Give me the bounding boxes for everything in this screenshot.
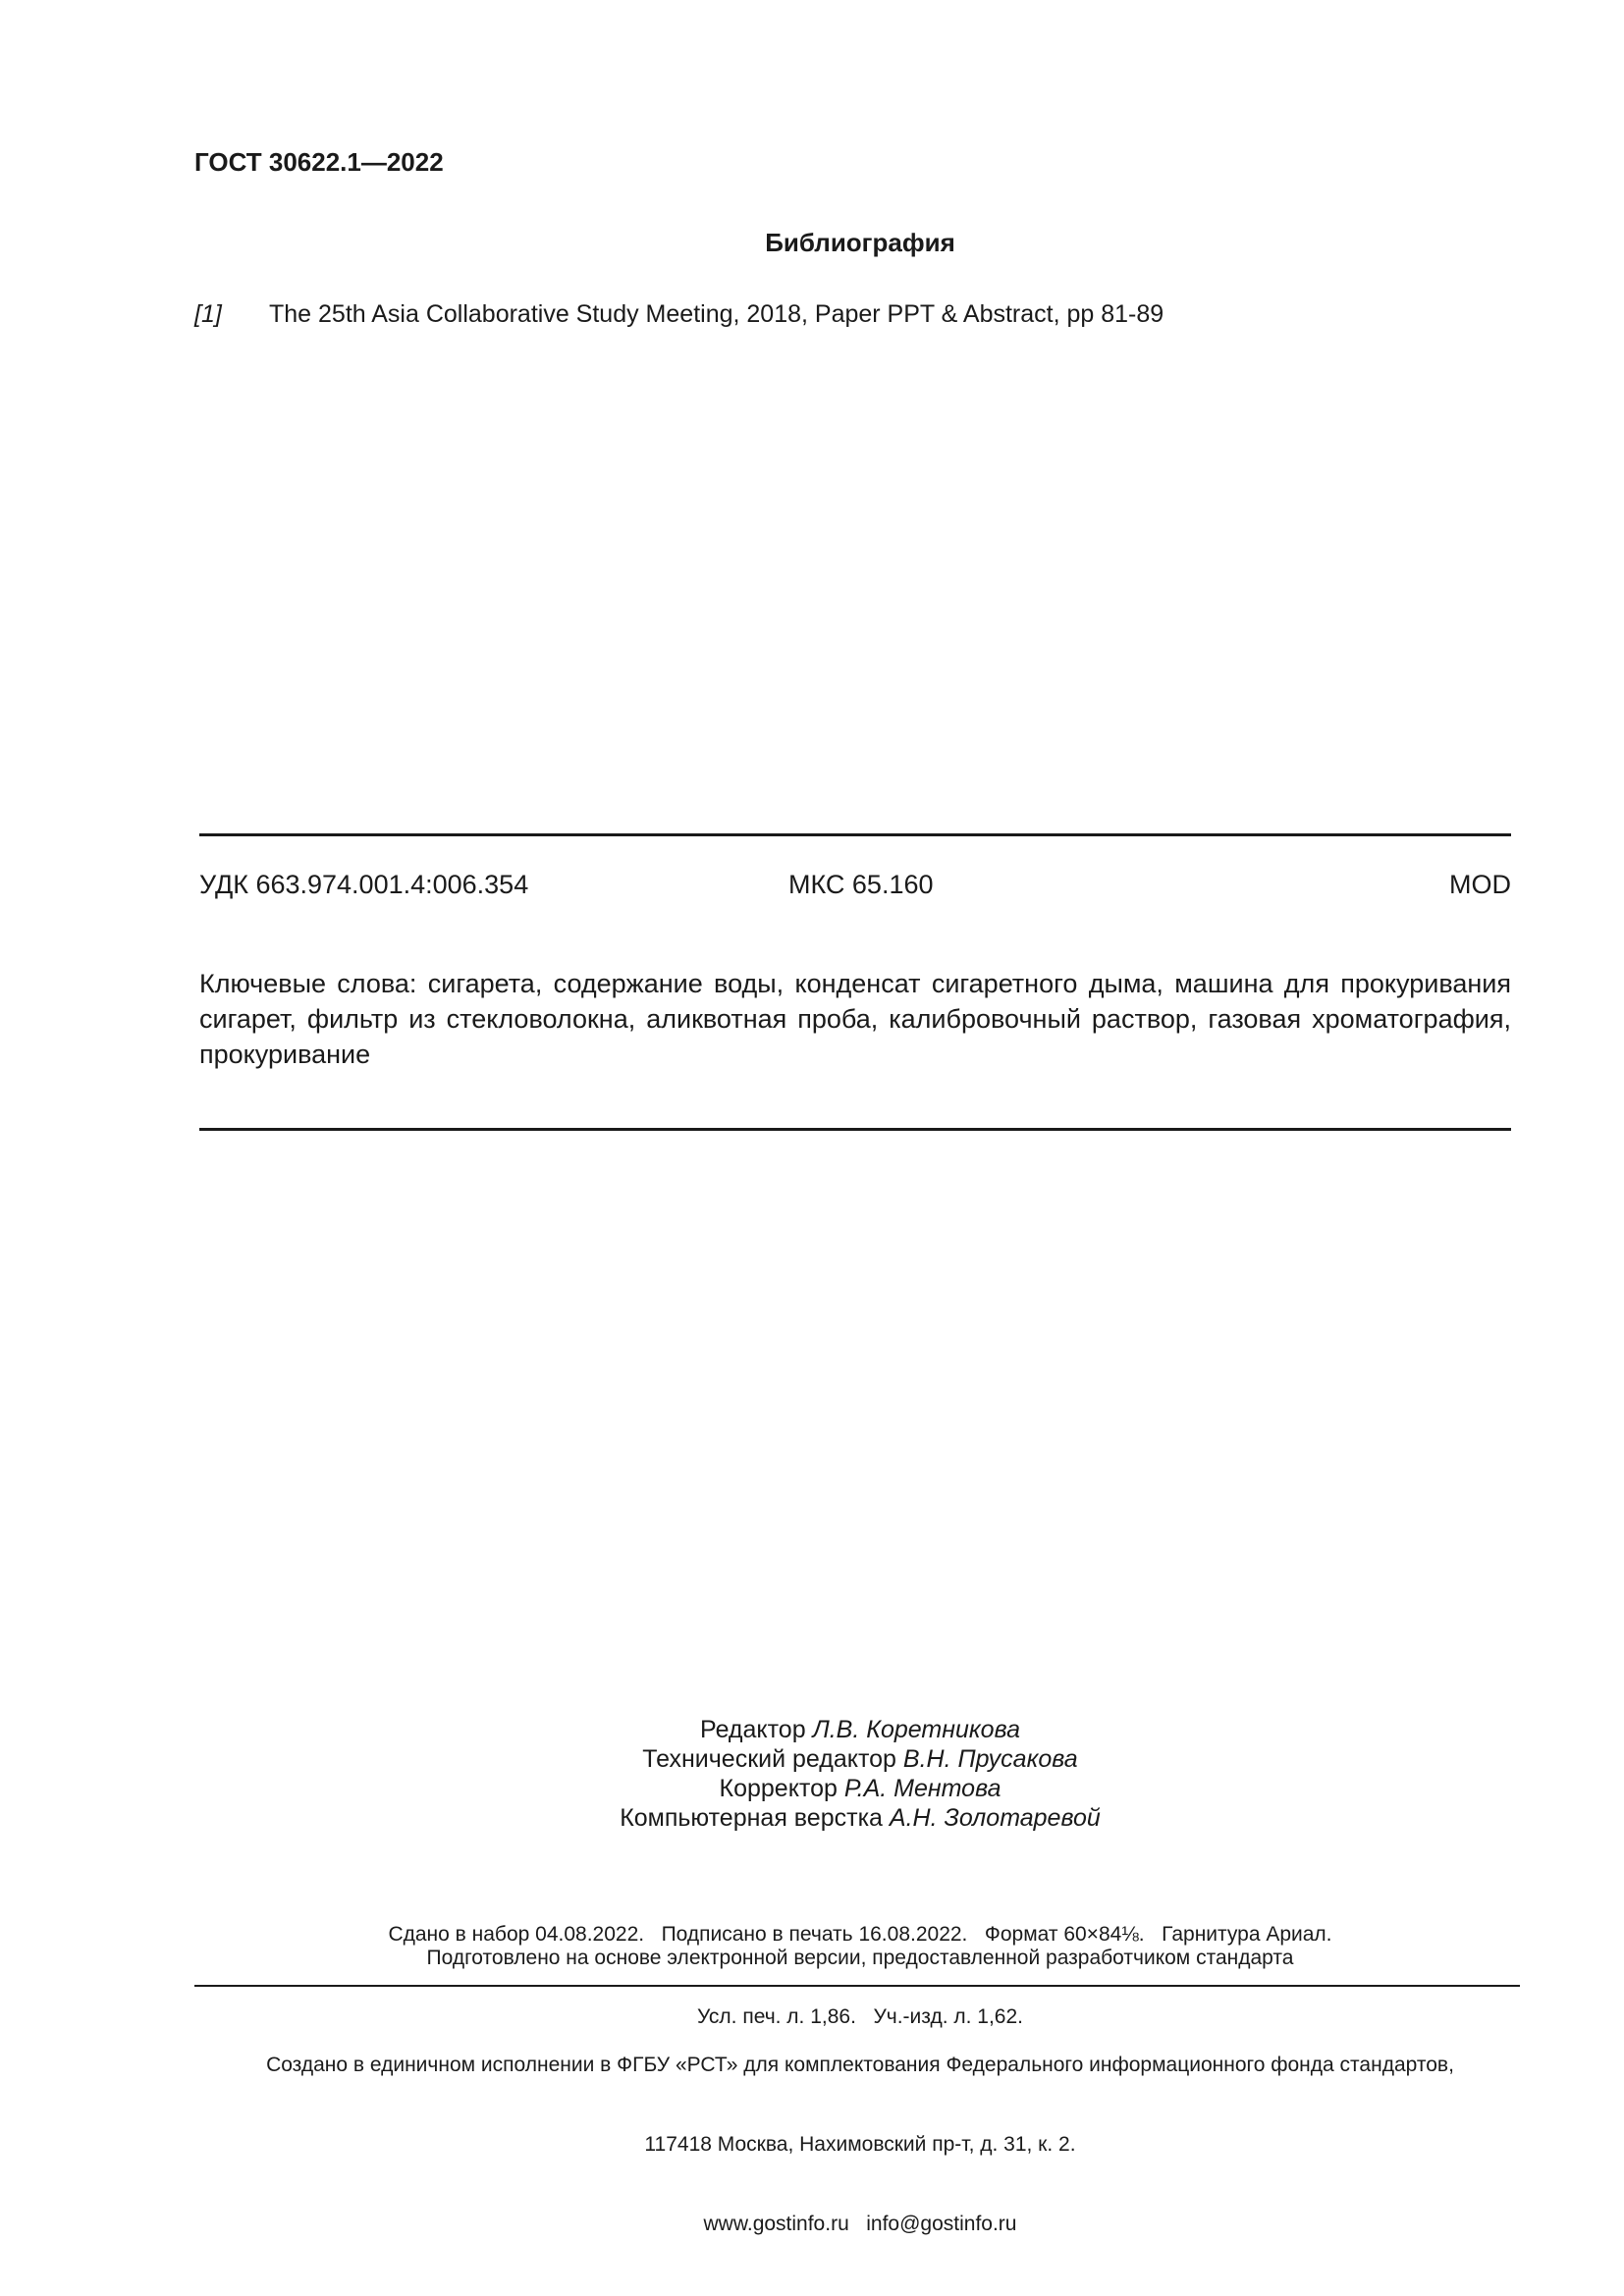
credit-editor [0, 1715, 1624, 1744]
footer-line-3: www.gostinfo.ru info@gostinfo.ru [703, 2213, 1017, 2235]
credit-editor-label: Редактор [700, 1716, 806, 1743]
credit-layout-name: А.Н. Золотаревой [889, 1804, 1101, 1832]
mks-code: МКС 65.160 [788, 870, 934, 899]
divider-top [199, 833, 1511, 836]
document-code: ГОСТ 30622.1—2022 [194, 147, 444, 177]
publication-line-1: Сдано в набор 04.08.2022. Подписано в печать 16.08.2022. Формат 60×84⅛. Гарнитура Ариал. [388, 1923, 1332, 1946]
divider-footer [194, 1985, 1520, 1987]
keywords-text: Ключевые слова: сигарета, содержание воды, конденсат сигаретного дыма, машина для прокуривания сигарет, фильтр из стекловолокна, аликвотная проба, калибровочный раствор, газовая хроматография, прокуривание [199, 969, 1511, 1069]
credit-layout [0, 1803, 1624, 1833]
credit-tech-editor-label: Технический редактор [642, 1745, 896, 1773]
credit-editor-name: Л.В. Коретникова [812, 1716, 1020, 1743]
credit-tech-editor [0, 1744, 1624, 1774]
credit-tech-editor-name: В.Н. Прусакова [902, 1745, 1078, 1773]
footer-info [0, 1999, 1624, 2264]
bibliography-item-number: [1] [194, 300, 222, 328]
credits-block [0, 1715, 1624, 1833]
udk-code: УДК 663.974.001.4:006.354 [199, 870, 529, 899]
divider-bottom [199, 1128, 1511, 1131]
publication-line-2: Усл. печ. л. 1,86. Уч.-изд. л. 1,62. [696, 2005, 1023, 2028]
credit-proofreader [0, 1774, 1624, 1803]
bibliography-title: Библиография [765, 228, 955, 257]
credit-proofreader-label: Корректор [719, 1775, 838, 1802]
bibliography-item-text: The 25th Asia Collaborative Study Meeting, 2018, Paper PPT & Abstract, pp 81-89 [269, 300, 1164, 328]
footer-line-2: 117418 Москва, Нахимовский пр-т, д. 31, к. 2. [644, 2133, 1076, 2156]
prepared-note: Подготовлено на основе электронной версии, предоставленной разработчиком стандарта [426, 1947, 1294, 1969]
classification-row [199, 870, 1511, 903]
mod-label: MOD [1449, 870, 1511, 899]
footer-line-1: Создано в единичном исполнении в ФГБУ «РСТ» для комплектования Федерального информационного фонда стандартов, [266, 2054, 1454, 2076]
credit-proofreader-name: Р.А. Ментова [843, 1775, 1001, 1802]
credit-layout-label: Компьютерная верстка [620, 1804, 883, 1832]
